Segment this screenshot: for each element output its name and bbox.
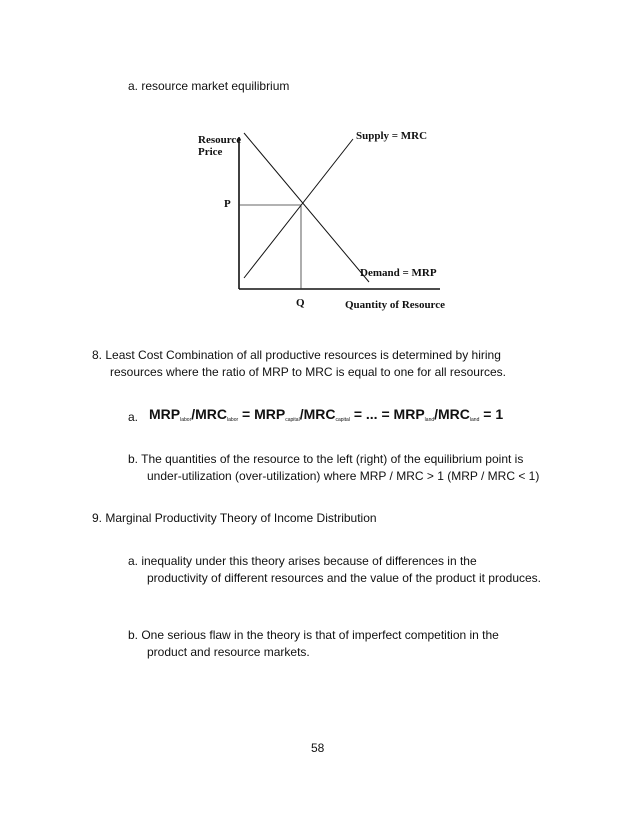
item-9a-line1: a. inequality under this theory arises because of differences in the	[128, 554, 477, 568]
item-8b-line2: under-utilization (over-utilization) where MRP / MRC > 1 (MRP / MRC < 1)	[147, 469, 540, 483]
item-9b-line2: product and resource markets.	[147, 645, 310, 659]
supply-label: Supply = MRC	[356, 130, 428, 142]
x-axis-label: Quantity of Resource	[345, 299, 446, 311]
item-8b-line1: b. The quantities of the resource to the left (right) of the equilibrium point is	[128, 452, 524, 466]
eq-mrc-labor: MRC	[195, 406, 228, 422]
eq-ellipsis: ...	[365, 406, 378, 422]
price-label: P	[224, 198, 231, 210]
section-a-heading: a. resource market equilibrium	[128, 79, 290, 93]
item-8a-marker: a.	[128, 410, 139, 424]
eq-equals-4: =	[479, 406, 496, 422]
eq-sub-capital-1: capital	[285, 417, 300, 423]
y-axis-label-line1: Resource	[198, 134, 242, 146]
eq-mrc-capital: MRC	[303, 406, 336, 422]
item-8-line2: resources where the ratio of MRP to MRC is equal to one for all resources.	[110, 365, 506, 379]
eq-mrc-land: MRC	[438, 406, 470, 422]
eq-equals-2: =	[349, 406, 366, 422]
eq-equals-1: =	[238, 406, 255, 422]
eq-mrp-labor: MRP	[149, 406, 181, 422]
eq-one: 1	[495, 406, 504, 422]
page-number: 58	[311, 741, 325, 755]
eq-sub-labor-1: labor	[180, 417, 192, 423]
eq-sub-labor-2: labor	[227, 417, 239, 423]
least-cost-equation	[149, 406, 503, 423]
quantity-label: Q	[296, 297, 305, 309]
supply-curve	[244, 139, 353, 278]
eq-sub-land-1: land	[424, 417, 435, 423]
eq-sub-land-2: land	[469, 417, 480, 423]
eq-sub-capital-2: capital	[335, 417, 350, 423]
eq-equals-3: =	[377, 406, 394, 422]
item-9-title: 9. Marginal Productivity Theory of Income Distribution	[92, 511, 377, 525]
demand-label: Demand = MRP	[360, 267, 437, 279]
eq-slash-2: /	[299, 406, 304, 422]
eq-mrp-land: MRP	[393, 406, 425, 422]
eq-mrp-capital: MRP	[254, 406, 286, 422]
item-8-line1: 8. Least Cost Combination of all productive resources is determined by hiring	[92, 348, 501, 362]
item-9b-line1: b. One serious flaw in the theory is that of imperfect competition in the	[128, 628, 499, 642]
eq-slash-1: /	[191, 406, 196, 422]
demand-curve	[244, 133, 369, 282]
item-9a-line2: productivity of different resources and the value of the product it produces.	[147, 571, 542, 585]
eq-slash-3: /	[434, 406, 439, 422]
y-axis-label-line2: Price	[198, 146, 223, 158]
